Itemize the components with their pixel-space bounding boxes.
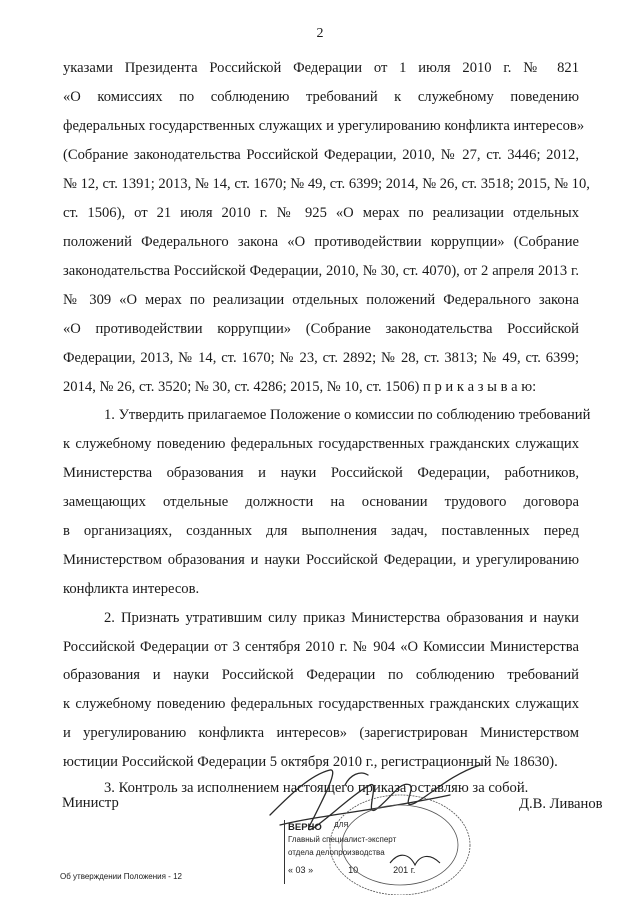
text-line: Министерства образования и науки Российской Федерации, работников, xyxy=(63,465,579,481)
stamp-position: Главный специалист-эксперт xyxy=(288,835,397,844)
text-line: и урегулированию конфликта интересов» (зарегистрирован Министерством xyxy=(63,725,579,741)
text-line: 1. Утвердить прилагаемое Положение о комиссии по соблюдению требований xyxy=(104,407,591,423)
stamp-date-quote-open: « xyxy=(288,865,294,875)
text-line: замещающих отдельные должности на основании трудового договора xyxy=(63,494,579,510)
text-line: указами Президента Российской Федерации от 1 июля 2010 г. № 821 xyxy=(63,60,579,76)
stamp-date-year: 201 xyxy=(393,865,409,875)
text-line: федеральных государственных служащих и урегулированию конфликта интересов» xyxy=(63,118,585,134)
stamp-date-quote-close: » xyxy=(308,865,314,875)
text-line: 3. Контроль за исполнением настоящего приказа оставляю за собой. xyxy=(104,780,529,796)
text-line: к служебному поведению федеральных государственных гражданских служащих xyxy=(63,696,579,712)
text-line: к служебному поведению федеральных государственных гражданских служащих xyxy=(63,436,579,452)
text-line: № 12, ст. 1391; 2013, № 14, ст. 1670; № 49, ст. 6399; 2014, № 26, ст. 3518; 2015, № 10, xyxy=(63,176,590,192)
text-line: законодательства Российской Федерации, 2010, № 30, ст. 4070), от 2 апреля 2013 г. xyxy=(63,263,579,279)
text-line: Российской Федерации от 3 сентября 2010 г. № 904 «О Комиссии Министерства xyxy=(63,639,579,655)
text-line: (Собрание законодательства Российской Федерации, 2010, № 27, ст. 3446; 2012, xyxy=(63,147,579,163)
stamp-dlya: ДЛЯ xyxy=(334,822,349,829)
text-line: «О противодействии коррупции» (Собрание законодательства Российской xyxy=(63,321,579,337)
text-line: ст. 1506), от 21 июля 2010 г. № 925 «О мерах по реализации отдельных xyxy=(63,205,579,221)
text-line: положений Федерального закона «О противодействии коррупции» (Собрание xyxy=(63,234,579,250)
text-line: № 309 «О мерах по реализации отдельных положений Федерального закона xyxy=(63,292,579,308)
page-number: 2 xyxy=(316,26,324,41)
minister-title: Министр xyxy=(62,795,119,811)
stamp-department: отдела делопроизводства xyxy=(288,848,385,857)
stamp-date-suffix: г. xyxy=(410,865,416,875)
footer-filename: Об утверждении Положения - 12 xyxy=(60,872,182,881)
text-line: «О комиссиях по соблюдению требований к служебному поведению xyxy=(63,89,579,105)
stamp-date-month: 10 xyxy=(348,865,359,875)
stamp-verno: ВЕРНО xyxy=(288,822,322,833)
verification-stamp xyxy=(284,820,444,888)
text-line: образования и науки Российской Федерации по соблюдению требований xyxy=(63,667,579,683)
text-line: Федерации, 2013, № 14, ст. 1670; № 23, ст. 2892; № 28, ст. 3813; № 49, ст. 6399; xyxy=(63,350,579,366)
stamp-date-day: 03 xyxy=(295,865,306,875)
text-line: юстиции Российской Федерации 5 октября 2010 г., регистрационный № 18630). xyxy=(63,754,558,770)
stamp-date xyxy=(288,865,415,875)
text-line: 2014, № 26, ст. 3520; № 30, ст. 4286; 2015, № 10, ст. 1506) п р и к а з ы в а ю: xyxy=(63,379,537,395)
minister-name: Д.В. Ливанов xyxy=(519,796,603,812)
text-line: Министерством образования и науки Российской Федерации, и урегулированию xyxy=(63,552,579,568)
text-line: конфликта интересов. xyxy=(63,581,200,597)
text-line: 2. Признать утратившим силу приказ Министерства образования и науки xyxy=(104,610,579,626)
text-line: в организациях, созданных для выполнения задач, поставленных перед xyxy=(63,523,579,539)
